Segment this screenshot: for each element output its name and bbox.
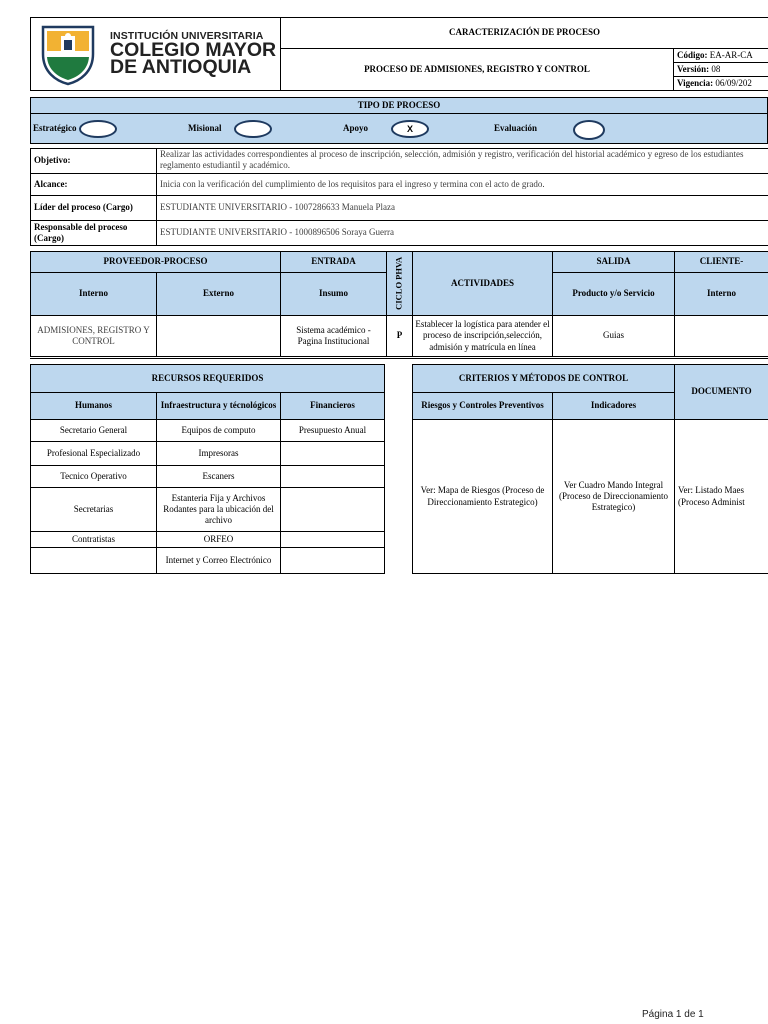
recurso-cell: Impresoras — [157, 442, 281, 466]
recursos-table — [30, 364, 385, 574]
recurso-cell: Secretario General — [31, 420, 157, 442]
flow-producto-value: Guias — [553, 316, 675, 358]
recurso-cell — [281, 488, 385, 532]
flow-actividad-value: Establecer la logística para atender el proceso de inscripción,selección, admisión y matrícula en línea — [413, 316, 553, 358]
evaluacion-label: Evaluación — [494, 123, 538, 133]
recurso-cell: Estanteria Fija y Archivos Rodantes para la ubicación del archivo — [157, 488, 281, 532]
flow-cliente-interno-value — [675, 316, 768, 358]
misional-label: Misional — [188, 123, 222, 133]
logo-line2: COLEGIO MAYOR DE ANTIOQUIA — [110, 39, 277, 78]
recurso-cell: ORFEO — [157, 532, 281, 548]
control-table — [412, 364, 768, 574]
recurso-cell: Internet y Correo Electrónico — [157, 548, 281, 574]
cliente-interno-header: Interno — [675, 273, 768, 316]
tipo-table — [30, 97, 768, 144]
lider-value: ESTUDIANTE UNIVERSITARIO - 1007286633 Manuela Plaza — [157, 196, 768, 221]
apoyo-label: Apoyo — [343, 123, 369, 133]
lider-label: Líder del proceso (Cargo) — [31, 196, 157, 221]
actividades-header: ACTIVIDADES — [413, 252, 553, 316]
estrategico-option[interactable] — [79, 120, 117, 138]
shield-icon — [40, 24, 96, 86]
documentos-header: DOCUMENTO — [675, 365, 768, 420]
responsable-value: ESTUDIANTE UNIVERSITARIO - 1000896506 Soraya Guerra — [157, 221, 768, 246]
recurso-cell — [281, 442, 385, 466]
recurso-cell: Escaners — [157, 466, 281, 488]
flow-insumo-value: Sistema académico - Pagina Institucional — [281, 316, 387, 358]
recurso-cell — [281, 466, 385, 488]
financieros-header: Financieros — [281, 393, 385, 420]
tipo-options — [31, 114, 768, 144]
indicadores-header: Indicadores — [553, 393, 675, 420]
estrategico-label: Estratégico — [33, 123, 77, 133]
page-number: Página 1 de 1 — [642, 1009, 704, 1020]
recursos-title: RECURSOS REQUERIDOS — [31, 365, 385, 393]
version-cell: Versión: 08 — [674, 63, 768, 77]
alcance-value: Inicia con la verificación del cumplimiento de los requisitos para el ingreso y termina con el acto de grado. — [157, 174, 768, 196]
externo-header: Externo — [157, 273, 281, 316]
flow-interno-value: ADMISIONES, REGISTRO Y CONTROL — [31, 316, 157, 358]
documentos-value: Ver: Listado Maes (Proceso Administ — [675, 420, 768, 574]
infra-header: Infraestructura y técnológicos — [157, 393, 281, 420]
codigo-cell: Código: EA-AR-CA — [674, 49, 768, 63]
recurso-cell: Tecnico Operativo — [31, 466, 157, 488]
producto-header: Producto y/o Servicio — [553, 273, 675, 316]
interno-header: Interno — [31, 273, 157, 316]
proveedor-header: PROVEEDOR-PROCESO — [31, 252, 281, 273]
objetivo-label: Objetivo: — [31, 149, 157, 174]
recurso-cell: Secretarias — [31, 488, 157, 532]
flow-table — [30, 251, 768, 359]
flow-externo-value — [157, 316, 281, 358]
recurso-cell: Profesional Especializado — [31, 442, 157, 466]
vigencia-cell: Vigencia: 06/09/202 — [674, 77, 768, 91]
control-title: CRITERIOS Y MÉTODOS DE CONTROL — [413, 365, 675, 393]
process-name: PROCESO DE ADMISIONES, REGISTRO Y CONTROL — [281, 49, 674, 91]
apoyo-option[interactable]: X — [391, 120, 429, 138]
indicadores-value: Ver Cuadro Mando Integral (Proceso de Direccionamiento Estrategico) — [553, 420, 675, 574]
ciclo-phva-header: CICLO PHVA — [387, 252, 413, 316]
objetivo-value: Realizar las actividades correspondientes al proceso de inscripción, selección, admisión y registro, verificación del historial académico y egreso de los estudiantes reglamento estudiantil y académico. — [157, 149, 768, 174]
cliente-header: CLIENTE- — [675, 252, 768, 273]
institution-logo — [30, 17, 280, 90]
riesgos-header: Riesgos y Controles Preventivos — [413, 393, 553, 420]
logo-line1: INSTITUCIÓN UNIVERSITARIA — [110, 30, 264, 42]
responsable-label: Responsable del proceso (Cargo) — [31, 221, 157, 246]
riesgos-value: Ver: Mapa de Riesgos (Proceso de Direccionamiento Estrategico) — [413, 420, 553, 574]
recurso-cell: Presupuesto Anual — [281, 420, 385, 442]
document-title: CARACTERIZACIÓN DE PROCESO — [281, 18, 768, 49]
flow-phva-value: P — [387, 316, 413, 358]
entrada-header: ENTRADA — [281, 252, 387, 273]
misional-option[interactable] — [234, 120, 272, 138]
recurso-cell — [281, 548, 385, 574]
evaluacion-option[interactable] — [573, 120, 605, 140]
recurso-cell — [281, 532, 385, 548]
salida-header: SALIDA — [553, 252, 675, 273]
tipo-title: TIPO DE PROCESO — [31, 98, 768, 114]
document-header — [30, 17, 768, 90]
recurso-cell — [31, 548, 157, 574]
info-table — [30, 148, 768, 246]
recurso-cell: Equipos de computo — [157, 420, 281, 442]
recurso-cell: Contratistas — [31, 532, 157, 548]
alcance-label: Alcance: — [31, 174, 157, 196]
humanos-header: Humanos — [31, 393, 157, 420]
insumo-header: Insumo — [281, 273, 387, 316]
tipo-proceso-section — [30, 97, 768, 144]
